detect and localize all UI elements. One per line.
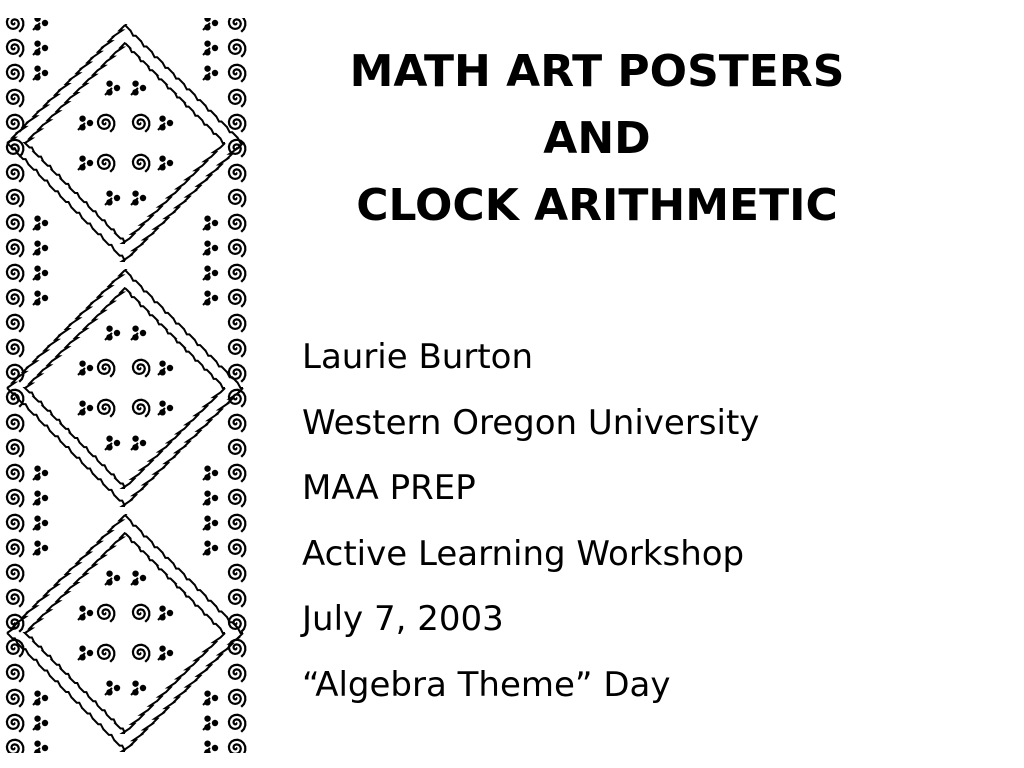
spiral-icon <box>229 240 245 257</box>
leaf-icon <box>212 520 218 526</box>
leaf-icon <box>204 215 210 221</box>
spiral-icon <box>98 115 114 132</box>
spiral-icon <box>229 465 245 482</box>
leaf-icon <box>204 65 210 71</box>
program: MAA PREP <box>302 468 476 508</box>
leaf-icon <box>106 570 112 576</box>
spiral-icon <box>229 340 245 357</box>
leaf-icon <box>159 115 165 121</box>
leaf-icon <box>114 330 120 336</box>
leaf-icon <box>34 40 40 46</box>
leaf-icon <box>204 540 210 546</box>
zigzag-line <box>125 515 243 633</box>
spiral-icon <box>229 440 245 457</box>
leaf-icon <box>167 405 173 411</box>
leaf-icon <box>167 650 173 656</box>
leaf-icon <box>204 290 210 296</box>
leaf-icon <box>132 435 138 441</box>
leaf-icon <box>212 270 218 276</box>
leaf-icon <box>212 720 218 726</box>
leaf-icon <box>204 40 210 46</box>
spiral-icon <box>98 605 114 622</box>
leaf-icon <box>114 685 120 691</box>
leaf-icon <box>132 190 138 196</box>
leaf-icon <box>106 435 112 441</box>
leaf-icon <box>34 515 40 521</box>
leaf-icon <box>159 605 165 611</box>
leaf-icon <box>42 70 48 76</box>
spiral-icon <box>7 615 23 632</box>
leaf-icon <box>140 330 146 336</box>
leaf-icon <box>212 745 218 751</box>
leaf-icon <box>34 465 40 471</box>
leaf-icon <box>114 195 120 201</box>
spiral-icon <box>7 40 23 57</box>
leaf-icon <box>159 360 165 366</box>
spiral-icon <box>7 440 23 457</box>
leaf-icon <box>114 85 120 91</box>
spiral-icon <box>229 590 245 607</box>
leaf-icon <box>159 155 165 161</box>
leaf-icon <box>212 245 218 251</box>
leaf-icon <box>42 545 48 551</box>
leaf-icon <box>212 45 218 51</box>
spiral-icon <box>7 215 23 232</box>
zigzag-line <box>123 388 244 506</box>
leaf-icon <box>34 65 40 71</box>
spiral-icon <box>133 400 149 417</box>
spiral-icon <box>98 645 114 662</box>
spiral-icon <box>229 165 245 182</box>
leaf-icon <box>114 575 120 581</box>
leaf-icon <box>106 80 112 86</box>
spiral-icon <box>7 290 23 307</box>
date: July 7, 2003 <box>302 599 504 639</box>
spiral-icon <box>7 65 23 82</box>
spiral-icon <box>229 565 245 582</box>
leaf-icon <box>106 680 112 686</box>
spiral-icon <box>7 690 23 707</box>
spiral-icon <box>229 18 245 32</box>
spiral-icon <box>7 565 23 582</box>
leaf-icon <box>87 610 93 616</box>
spiral-icon <box>98 360 114 377</box>
leaf-icon <box>204 490 210 496</box>
spiral-icon <box>133 605 149 622</box>
leaf-icon <box>167 160 173 166</box>
spiral-icon <box>7 715 23 732</box>
leaf-icon <box>114 440 120 446</box>
leaf-icon <box>140 195 146 201</box>
leaf-icon <box>106 190 112 196</box>
leaf-icon <box>204 18 210 22</box>
leaf-icon <box>132 325 138 331</box>
leaf-icon <box>167 610 173 616</box>
leaf-icon <box>87 405 93 411</box>
leaf-icon <box>42 520 48 526</box>
spiral-icon <box>7 590 23 607</box>
leaf-icon <box>212 295 218 301</box>
spiral-icon <box>229 540 245 557</box>
spiral-icon <box>7 465 23 482</box>
zigzag-line <box>125 25 243 143</box>
leaf-icon <box>42 45 48 51</box>
theme-day: “Algebra Theme” Day <box>302 664 671 705</box>
spiral-icon <box>229 315 245 332</box>
decorative-pattern-border <box>0 18 250 753</box>
leaf-icon <box>140 575 146 581</box>
spiral-icon <box>98 155 114 172</box>
spiral-icon <box>7 515 23 532</box>
spiral-icon <box>229 365 245 382</box>
spiral-icon <box>98 400 114 417</box>
spiral-icon <box>229 290 245 307</box>
institution: Western Oregon University <box>302 402 760 443</box>
spiral-icon <box>133 115 149 132</box>
leaf-icon <box>42 695 48 701</box>
leaf-icon <box>87 365 93 371</box>
leaf-icon <box>42 295 48 301</box>
leaf-icon <box>159 400 165 406</box>
spiral-icon <box>7 540 23 557</box>
leaf-icon <box>79 360 85 366</box>
leaf-icon <box>140 440 146 446</box>
leaf-icon <box>34 490 40 496</box>
spiral-icon <box>229 640 245 657</box>
leaf-icon <box>212 695 218 701</box>
spiral-icon <box>7 390 23 407</box>
spiral-icon <box>229 190 245 207</box>
leaf-icon <box>212 545 218 551</box>
slide-body <box>302 325 759 718</box>
spiral-icon <box>7 165 23 182</box>
leaf-icon <box>34 690 40 696</box>
slide-title <box>270 38 924 239</box>
leaf-icon <box>87 650 93 656</box>
spiral-icon <box>229 40 245 57</box>
leaf-icon <box>34 265 40 271</box>
leaf-icon <box>132 80 138 86</box>
leaf-icon <box>159 645 165 651</box>
spiral-icon <box>7 265 23 282</box>
spiral-icon <box>7 365 23 382</box>
leaf-icon <box>106 325 112 331</box>
spiral-icon <box>229 715 245 732</box>
spiral-icon <box>7 415 23 432</box>
workshop: Active Learning Workshop <box>302 533 745 574</box>
spiral-icon <box>229 690 245 707</box>
spiral-icon <box>229 665 245 682</box>
leaf-icon <box>204 265 210 271</box>
spiral-icon <box>7 640 23 657</box>
leaf-icon <box>167 120 173 126</box>
leaf-icon <box>140 685 146 691</box>
leaf-icon <box>140 85 146 91</box>
spiral-icon <box>229 515 245 532</box>
leaf-icon <box>204 465 210 471</box>
leaf-icon <box>42 720 48 726</box>
spiral-icon <box>229 740 245 753</box>
spiral-icon <box>7 90 23 107</box>
spiral-icon <box>7 340 23 357</box>
leaf-icon <box>42 745 48 751</box>
spiral-icon <box>229 215 245 232</box>
leaf-icon <box>79 400 85 406</box>
title-line: MATH ART POSTERS <box>349 46 845 97</box>
leaf-icon <box>34 740 40 746</box>
spiral-icon <box>7 18 23 32</box>
spiral-icon <box>229 415 245 432</box>
leaf-icon <box>34 240 40 246</box>
zigzag-line <box>123 633 244 751</box>
author-name: Laurie Burton <box>302 337 534 377</box>
leaf-icon <box>87 160 93 166</box>
zigzag-line <box>123 143 244 261</box>
leaf-icon <box>212 220 218 226</box>
leaf-icon <box>167 365 173 371</box>
leaf-icon <box>34 290 40 296</box>
spiral-icon <box>133 645 149 662</box>
spiral-icon <box>7 140 23 157</box>
leaf-icon <box>204 715 210 721</box>
leaf-icon <box>79 605 85 611</box>
title-line: AND <box>543 113 651 164</box>
leaf-icon <box>42 270 48 276</box>
spiral-icon <box>7 665 23 682</box>
spiral-icon <box>7 240 23 257</box>
leaf-icon <box>34 215 40 221</box>
spiral-icon <box>229 65 245 82</box>
leaf-icon <box>79 155 85 161</box>
leaf-icon <box>42 220 48 226</box>
leaf-icon <box>132 680 138 686</box>
spiral-icon <box>7 740 23 753</box>
spiral-icon <box>7 190 23 207</box>
leaf-icon <box>34 715 40 721</box>
spiral-icon <box>229 490 245 507</box>
leaf-icon <box>212 20 218 26</box>
spiral-icon <box>7 315 23 332</box>
spiral-icon <box>229 90 245 107</box>
leaf-icon <box>42 245 48 251</box>
leaf-icon <box>204 240 210 246</box>
leaf-icon <box>79 115 85 121</box>
leaf-icon <box>34 18 40 22</box>
leaf-icon <box>79 645 85 651</box>
leaf-icon <box>204 690 210 696</box>
spiral-icon <box>229 265 245 282</box>
spiral-icon <box>229 115 245 132</box>
zigzag-line <box>125 270 243 388</box>
leaf-icon <box>212 70 218 76</box>
spiral-icon <box>133 155 149 172</box>
leaf-icon <box>204 515 210 521</box>
leaf-icon <box>212 470 218 476</box>
leaf-icon <box>34 540 40 546</box>
spiral-icon <box>7 490 23 507</box>
leaf-icon <box>42 495 48 501</box>
leaf-icon <box>87 120 93 126</box>
spiral-icon <box>133 360 149 377</box>
leaf-icon <box>42 470 48 476</box>
leaf-icon <box>132 570 138 576</box>
spiral-icon <box>7 115 23 132</box>
leaf-icon <box>212 495 218 501</box>
title-line: CLOCK ARITHMETIC <box>356 180 838 231</box>
leaf-icon <box>42 20 48 26</box>
leaf-icon <box>204 740 210 746</box>
